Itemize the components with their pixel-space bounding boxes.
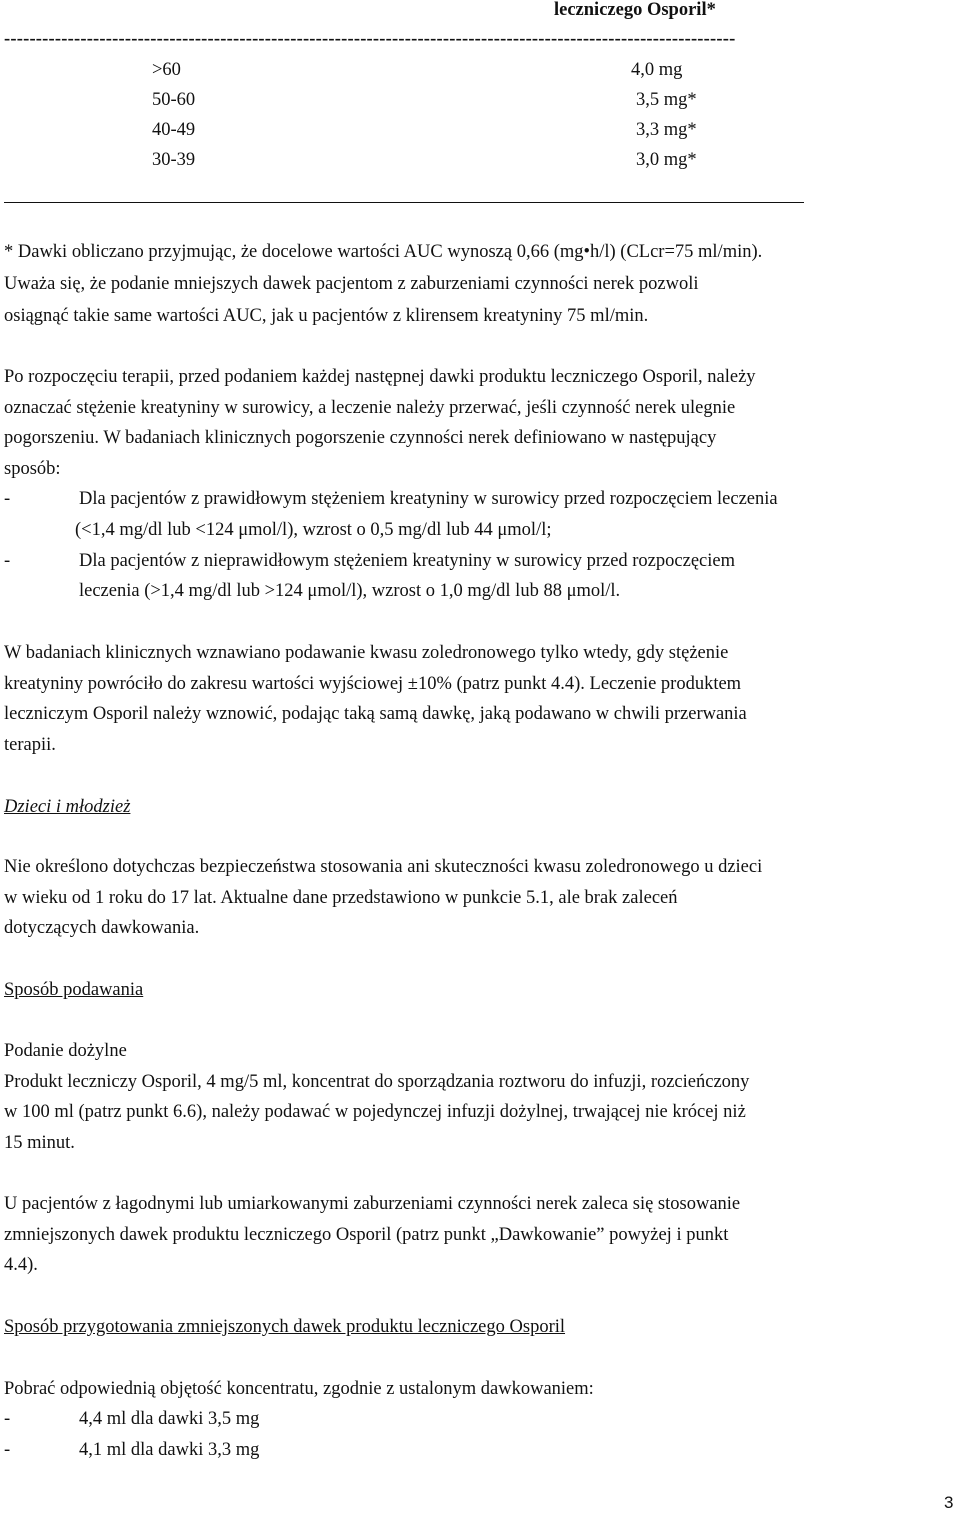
- clcr-cell: 50-60: [152, 90, 196, 110]
- bullet-text: Dla pacjentów z nieprawidłowym stężeniem kreatyniny w surowicy przed rozpoczęciem: [79, 551, 735, 571]
- paragraph-line: 4.4).: [4, 1255, 38, 1275]
- paragraph-line: oznaczać stężenie kreatyniny w surowicy, a leczenie należy przerwać, jeśli czynność nerek ulegnie: [4, 398, 736, 418]
- footnote-line: osiągnąć takie same wartości AUC, jak u pacjentów z klirensem kreatyniny 75 ml/min.: [4, 306, 649, 326]
- children-heading: Dzieci i młodzież: [4, 797, 131, 817]
- dose-cell: 3,0 mg*: [636, 150, 697, 170]
- paragraph-line: Po rozpoczęciu terapii, przed podaniem każdej następnej dawki produktu leczniczego Osporil, należy: [4, 367, 756, 387]
- paragraph-line: 15 minut.: [4, 1133, 75, 1153]
- dashed-separator: -------------------------------------------------------------------------------------------------------------------: [4, 29, 736, 45]
- paragraph-line: Nie określono dotychczas bezpieczeństwa stosowania ani skuteczności kwasu zoledronowego u dzieci: [4, 857, 763, 877]
- paragraph-line: terapii.: [4, 735, 56, 755]
- paragraph-line: leczniczym Osporil należy wznowić, podając taką samą dawkę, jaką podawano w chwili przerwania: [4, 704, 747, 724]
- page-number: 3: [944, 1493, 954, 1512]
- clcr-cell: >60: [152, 60, 181, 80]
- paragraph-line: kreatyniny powróciło do zakresu wartości wyjściowej ±10% (patrz punkt 4.4). Leczenie produktem: [4, 674, 742, 694]
- paragraph-line: w wieku od 1 roku do 17 lat. Aktualne dane przedstawiono w punkcie 5.1, ale brak zaleceń: [4, 888, 678, 908]
- dose-cell: 3,5 mg*: [636, 90, 697, 110]
- paragraph-line: zmniejszonych dawek produktu leczniczego Osporil (patrz punkt „Dawkowanie” powyżej i punkt: [4, 1225, 729, 1245]
- paragraph-line: U pacjentów z łagodnymi lub umiarkowanymi zaburzeniami czynności nerek zaleca się stosowanie: [4, 1194, 741, 1214]
- footnote-line: Uważa się, że podanie mniejszych dawek pacjentom z zaburzeniami czynności nerek pozwoli: [4, 274, 699, 294]
- bullet-text: leczenia (>1,4 mg/dl lub >124 μmol/l), wzrost o 1,0 mg/dl lub 88 μmol/l.: [79, 581, 621, 601]
- bullet-text: (<1,4 mg/dl lub <124 μmol/l), wzrost o 0,5 mg/dl lub 44 μmol/l;: [75, 520, 552, 540]
- administration-subheading: Podanie dożylne: [4, 1041, 127, 1061]
- list-item: 4,4 ml dla dawki 3,5 mg: [79, 1409, 260, 1429]
- table-bottom-rule: [4, 202, 804, 203]
- bullet-dash: -: [4, 551, 11, 571]
- dose-cell: 4,0 mg: [631, 60, 683, 80]
- paragraph-line: dotyczących dawkowania.: [4, 918, 200, 938]
- paragraph-line: w 100 ml (patrz punkt 6.6), należy podawać w pojedynczej infuzji dożylnej, trwającej nie krócej niż: [4, 1102, 746, 1122]
- section-title-fragment: leczniczego Osporil*: [554, 0, 716, 20]
- bullet-text: Dla pacjentów z prawidłowym stężeniem kreatyniny w surowicy przed rozpoczęciem leczenia: [79, 489, 778, 509]
- preparation-intro: Pobrać odpowiednią objętość koncentratu, zgodnie z ustalonym dawkowaniem:: [4, 1379, 594, 1399]
- bullet-dash: -: [4, 489, 11, 509]
- list-dash: -: [4, 1409, 11, 1429]
- footnote-line: * Dawki obliczano przyjmując, że docelowe wartości AUC wynoszą 0,66 (mg•h/l) (CLcr=75 ml/min).: [4, 242, 763, 262]
- dose-cell: 3,3 mg*: [636, 120, 697, 140]
- administration-heading: Sposób podawania: [4, 980, 144, 1000]
- list-item: 4,1 ml dla dawki 3,3 mg: [79, 1440, 260, 1460]
- paragraph-line: W badaniach klinicznych wznawiano podawanie kwasu zoledronowego tylko wtedy, gdy stężenie: [4, 643, 729, 663]
- clcr-cell: 30-39: [152, 150, 196, 170]
- preparation-heading: Sposób przygotowania zmniejszonych dawek produktu leczniczego Osporil: [4, 1317, 566, 1337]
- paragraph-line: Produkt leczniczy Osporil, 4 mg/5 ml, koncentrat do sporządzania roztworu do infuzji, rozcieńczony: [4, 1072, 750, 1092]
- paragraph-line: pogorszeniu. W badaniach klinicznych pogorszenie czynności nerek definiowano w następujący: [4, 428, 717, 448]
- paragraph-line: sposób:: [4, 459, 61, 479]
- clcr-cell: 40-49: [152, 120, 196, 140]
- list-dash: -: [4, 1440, 11, 1460]
